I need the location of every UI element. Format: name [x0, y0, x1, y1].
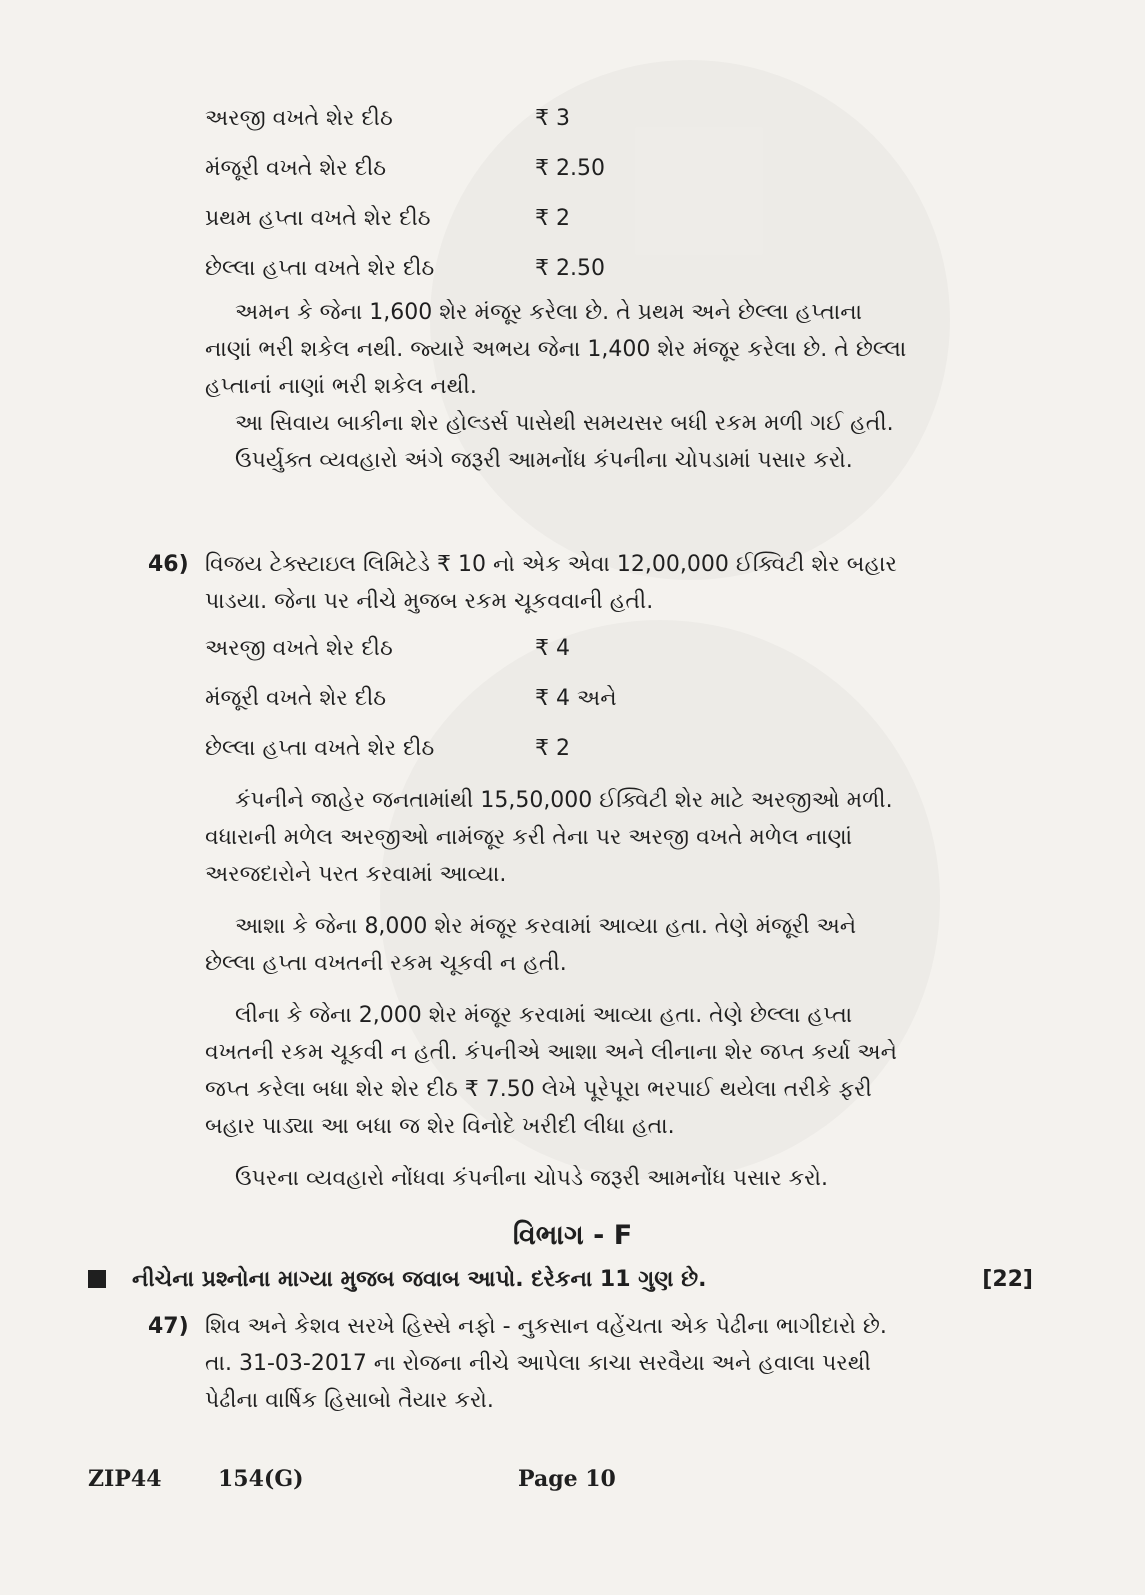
rate-label: અરજી વખતે શેર દીઠ: [205, 636, 393, 661]
q47-text: [205, 1308, 910, 1419]
rate-amount: ₹ 2: [535, 736, 570, 761]
rate-amount: ₹ 4 અને: [535, 686, 617, 711]
rate-label: છેલ્લા હપ્તા વખતે શેર દીઠ: [205, 256, 435, 281]
q46-text: [205, 908, 910, 982]
rate-amount: ₹ 2: [535, 206, 570, 231]
rate-label: મંજૂરી વખતે શેર દીઠ: [205, 686, 387, 711]
paragraph: અમન કે જેના 1,600 શેર મંજૂર કરેલા છે. તે પ્રથમ અને છેલ્લા હપ્તાના નાણાં ભરી શકેલ નથી. જ્યારે અભય જેના 1,400 શેર મંજૂર કરેલા છે. તે છેલ્લા હપ્તાનાં નાણાં ભરી શકેલ નથી.: [205, 300, 907, 399]
rate-amount: ₹ 2.50: [535, 156, 605, 181]
footer-paper: 154(G): [218, 1466, 304, 1492]
paragraph: આ સિવાય બાકીના શેર હોલ્ડર્સ પાસેથી સમયસર બધી રકમ મળી ગઈ હતી.: [235, 411, 894, 436]
rate-label: અરજી વખતે શેર દીઠ: [205, 106, 393, 131]
square-bullet-icon: [88, 1270, 106, 1288]
q46-text: [205, 782, 910, 893]
paragraph: આશા કે જેના 8,000 શેર મંજૂર કરવામાં આવ્યા હતા. તેણે મંજૂરી અને છેલ્લા હપ્તા વખતની રકમ ચૂકવી ન હતી.: [205, 914, 857, 976]
rate-amount: ₹ 3: [535, 106, 570, 131]
marks-badge: [22]: [982, 1267, 1033, 1292]
paragraph: ઉપર્યુક્ત વ્યવહારો અંગે જરૂરી આમનોંધ કંપનીના ચોપડામાં પસાર કરો.: [235, 448, 853, 473]
paragraph: લીના કે જેના 2,000 શેર મંજૂર કરવામાં આવ્યા હતા. તેણે છેલ્લા હપ્તા વખતની રકમ ચૂકવી ન હતી. કંપનીએ આશા અને લીનાના શેર જપ્ત કર્યા અને જપ્ત કરેલા બધા શેર શેર દીઠ ₹ 7.50 લેખે પૂરેપૂરા ભરપાઈ થયેલા તરીકે ફરી બહાર પાડ્યા આ બધા જ શેર વિનોદે ખરીદી લીધા હતા.: [205, 1003, 898, 1139]
rate-label: છેલ્લા હપ્તા વખતે શેર દીઠ: [205, 736, 435, 761]
rate-amount: ₹ 2.50: [535, 256, 605, 281]
rate-label: પ્રથમ હપ્તા વખતે શેર દીઠ: [205, 206, 431, 231]
section-title: વિભાગ - F: [512, 1220, 633, 1251]
question-number: 47): [148, 1314, 189, 1339]
rate-amount: ₹ 4: [535, 636, 570, 661]
question-number: 46): [148, 552, 189, 577]
footer-page: Page 10: [518, 1466, 616, 1492]
footer-code: ZIP44: [88, 1466, 162, 1492]
paragraph: શિવ અને કેશવ સરખે હિસ્સે નફો - નુકસાન વહેંચતા એક પેઢીના ભાગીદારો છે. તા. 31-03-2017 ના રોજના નીચે આપેલા કાચા સરવૈયા અને હવાલા પરથી પેઢીના વાર્ષિક હિસાબો તૈયાર કરો.: [205, 1314, 887, 1413]
rate-label: મંજૂરી વખતે શેર દીઠ: [205, 156, 387, 181]
paragraph: ઉપરના વ્યવહારો નોંધવા કંપનીના ચોપડે જરૂરી આમનોંધ પસાર કરો.: [235, 1166, 829, 1191]
section-instruction-row: [88, 1265, 1033, 1295]
q46-text: [205, 997, 910, 1145]
q46-text: [205, 1160, 910, 1197]
paragraph: કંપનીને જાહેર જનતામાંથી 15,50,000 ઈક્વિટી શેર માટે અરજીઓ મળી. વધારાની મળેલ અરજીઓ નામંજૂર કરી તેના પર અરજી વખતે મળેલ નાણાં અરજદારોને પરત કરવામાં આવ્યા.: [205, 788, 893, 887]
section-instruction: નીચેના પ્રશ્નોના માગ્યા મુજબ જવાબ આપો. દરેકના 11 ગુણ છે.: [132, 1267, 707, 1292]
q46-intro: [205, 546, 910, 620]
paragraph: વિજય ટેક્સ્ટાઇલ લિમિટેડે ₹ 10 નો એક એવા 12,00,000 ઈક્વિટી શેર બહાર પાડયા. જેના પર નીચે મુજબ રકમ ચૂકવવાની હતી.: [205, 552, 897, 614]
q45-text: [205, 294, 910, 479]
